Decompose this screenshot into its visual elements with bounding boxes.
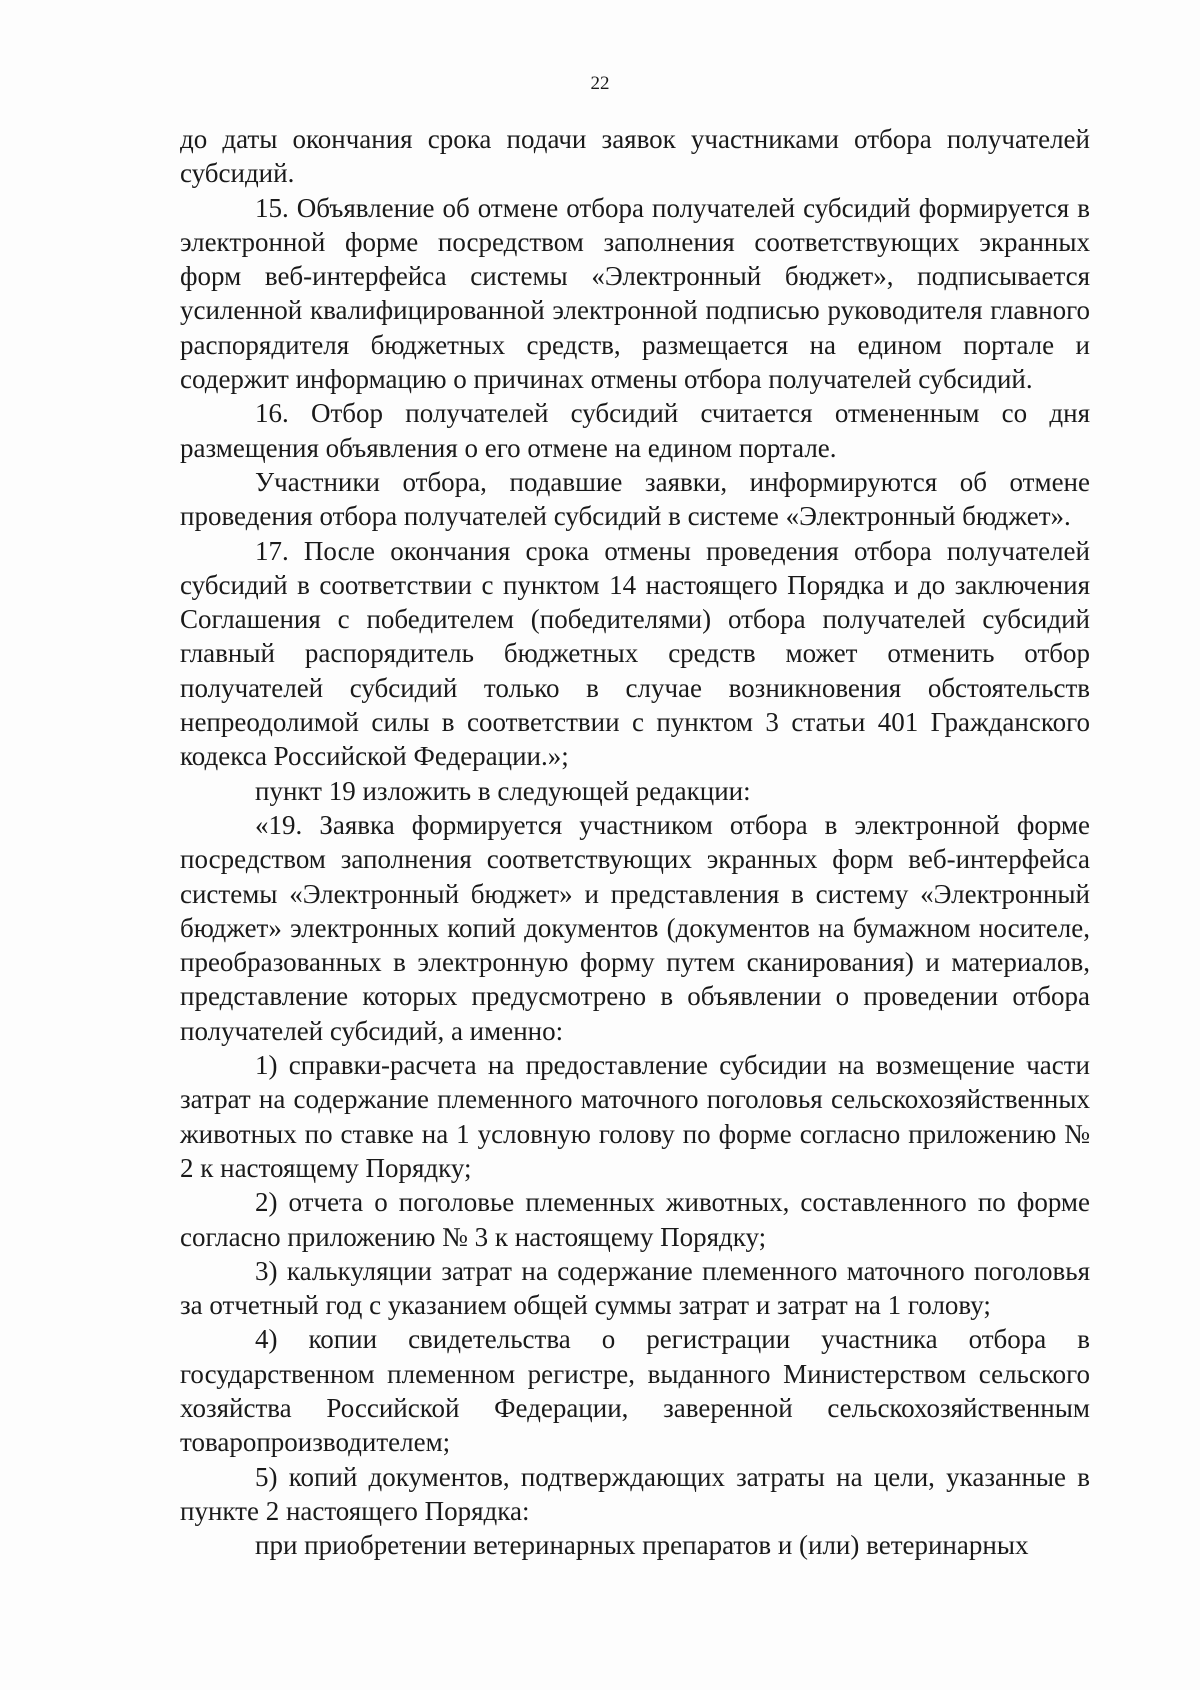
paragraph-subitem-3: 3) калькуляции затрат на содержание племенного маточного поголовья за отчетный год с указанием общей суммы затрат и затрат на 1 голову; xyxy=(180,1255,1090,1321)
document-body xyxy=(180,122,1090,1562)
paragraph-subitem-4: 4) копии свидетельства о регистрации участника отбора в государственном племенном регистре, выданного Министерством сельского хозяйства Российской Федерации, заверенной сельскохозяйственным товаропроизводителем; xyxy=(180,1324,1090,1458)
paragraph-vet-purchase: при приобретении ветеринарных препаратов и (или) ветеринарных xyxy=(255,1530,1029,1561)
paragraph-participants-notice: Участники отбора, подавшие заявки, информируются об отмене проведения отбора получателей субсидий в системе «Электронный бюджет». xyxy=(180,466,1090,532)
paragraph-item-16: 16. Отбор получателей субсидий считается отмененным со дня размещения объявления о его отмене на едином портале. xyxy=(180,398,1090,463)
paragraph-item-17: 17. После окончания срока отмены проведения отбора получателей субсидий в соответствии с пунктом 14 настоящего Порядка и до заключения Соглашения с победителем (победителями) отбора получателей субсидий главный распорядитель бюджетных средств может отменить отбор получателей субсидий только в случае возникновения обстоятельств непреодолимой силы в соответствии с пунктом 3 статьи 401 Гражданского кодекса Российской Федерации.»; xyxy=(180,535,1090,772)
paragraph-continuation: до даты окончания срока подачи заявок участниками отбора получателей субсидий. xyxy=(180,124,1090,189)
paragraph-amendment-19: пункт 19 изложить в следующей редакции: xyxy=(255,775,751,806)
paragraph-subitem-1: 1) справки-расчета на предоставление субсидии на возмещение части затрат на содержание племенного маточного поголовья сельскохозяйственных животных по ставке на 1 условную голову по форме согласно приложению № 2 к настоящему Порядку; xyxy=(180,1050,1090,1183)
paragraph-item-15: 15. Объявление об отмене отбора получателей субсидий формируется в электронной форме посредством заполнения соответствующих экранных форм веб-интерфейса системы «Электронный бюджет», подписывается усиленной квалифицированной электронной подписью руководителя главного распорядителя бюджетных средств, размещается на едином портале и содержит информацию о причинах отмены отбора получателей субсидий. xyxy=(180,192,1090,395)
page-number: 22 xyxy=(590,73,610,94)
paragraph-subitem-2: 2) отчета о поголовье племенных животных, составленного по форме согласно приложению № 3 к настоящему Порядку; xyxy=(180,1187,1090,1252)
paragraph-item-19: «19. Заявка формируется участником отбора в электронной форме посредством заполнения соответствующих экранных форм веб-интерфейса системы «Электронный бюджет» и представления в систему «Электронный бюджет» электронных копий документов (документов на бумажном носителе, преобразованных в электронную форму путем сканирования) и материалов, представление которых предусмотрено в объявлении о проведении отбора получателей субсидий, а именно: xyxy=(180,809,1090,1046)
paragraph-subitem-5: 5) копий документов, подтверждающих затраты на цели, указанные в пункте 2 настоящего Порядка: xyxy=(180,1461,1090,1526)
